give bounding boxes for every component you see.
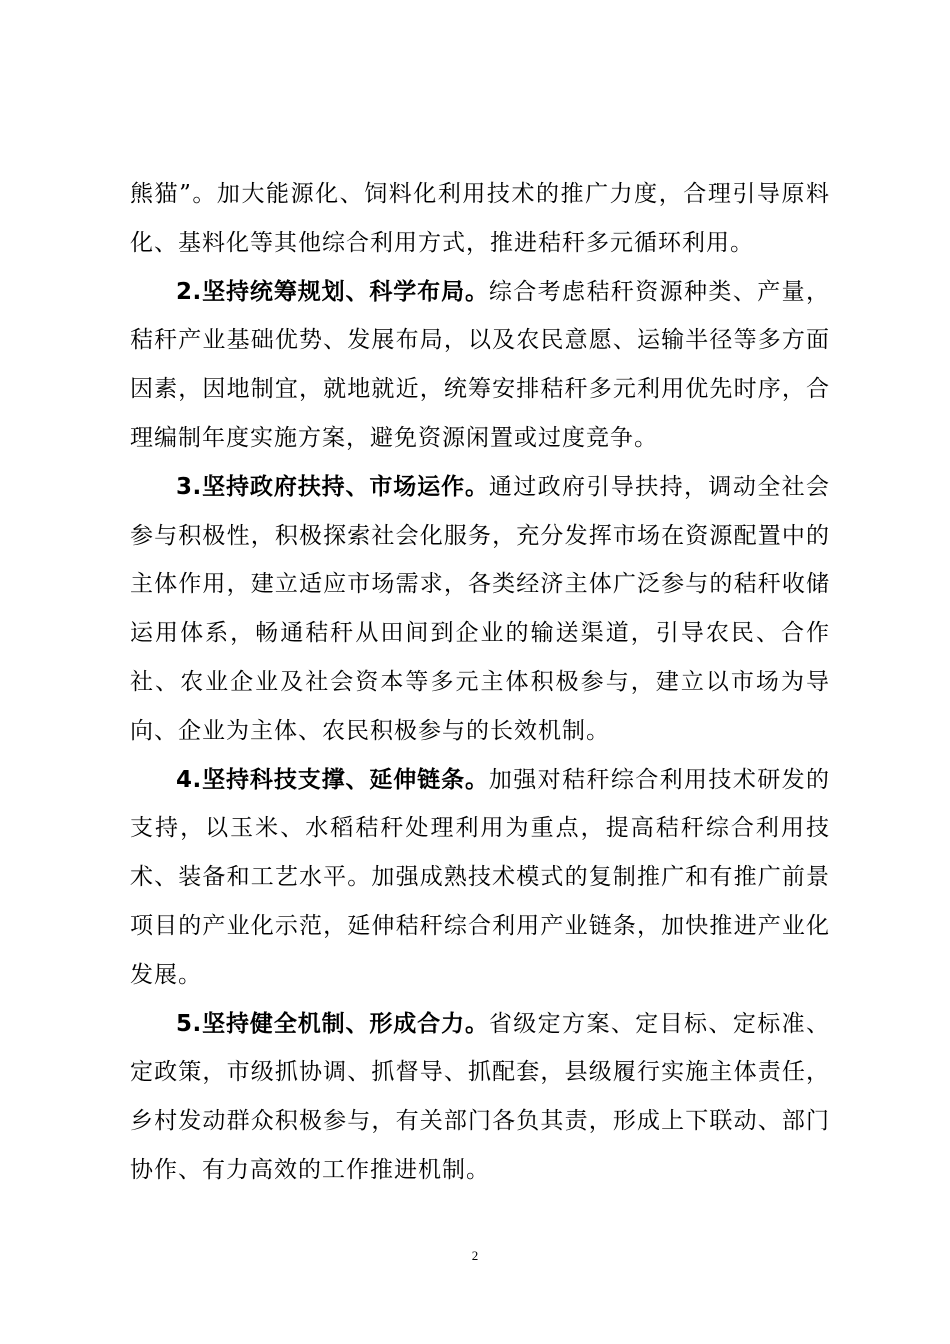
paragraph-heading: 5.坚持健全机制、形成合力。 [176, 1010, 489, 1037]
paragraph-text: 通过政府引导扶持，调动全社会参与积极性，积极探索社会化服务，充分发挥市场在资源配置中的主体作用，建立适应市场需求，各类经济主体广泛参与的秸秆收储运用体系，畅通秸秆从田间到企业的输送渠道，引导农民、合作社、农业企业及社会资本等多元主体积极参与，建立以市场为导向、企业为主体、农民积极参与的长效机制。 [130, 473, 831, 744]
paragraph-intro-continuation [130, 170, 830, 268]
paragraph-heading: 2.坚持统筹规划、科学布局。 [176, 278, 489, 305]
paragraph-principle-2 [130, 268, 830, 463]
paragraph-text: 熊猫”。加大能源化、饲料化利用技术的推广力度，合理引导原料化、基料化等其他综合利用方式，推进秸秆多元循环利用。 [130, 181, 830, 256]
paragraph-text: 综合考虑秸秆资源种类、产量，秸秆产业基础优势、发展布局，以及农民意愿、运输半径等多方面因素，因地制宜，就地就近，统筹安排秸秆多元利用优先时序，合理编制年度实施方案，避免资源闲置或过度竞争。 [130, 278, 831, 451]
paragraph-heading: 4.坚持科技支撑、延伸链条。 [176, 766, 489, 793]
paragraph-heading: 3.坚持政府扶持、市场运作。 [176, 473, 489, 500]
paragraph-text: 加强对秸秆综合利用技术研发的支持，以玉米、水稻秸秆处理利用为重点，提高秸秆综合利用技术、装备和工艺水平。加强成熟技术模式的复制推广和有推广前景项目的产业化示范，延伸秸秆综合利用产业链条，加快推进产业化发展。 [130, 766, 831, 988]
paragraph-principle-5 [130, 1000, 830, 1195]
paragraph-principle-3 [130, 463, 830, 756]
page-number: 2 [471, 1248, 479, 1263]
paragraph-text: 省级定方案、定目标、定标准、定政策，市级抓协调、抓督导、抓配套，县级履行实施主体责任，乡村发动群众积极参与，有关部门各负其责，形成上下联动、部门协作、有力高效的工作推进机制。 [130, 1010, 831, 1183]
document-body [130, 170, 830, 1195]
paragraph-principle-4 [130, 756, 830, 1000]
